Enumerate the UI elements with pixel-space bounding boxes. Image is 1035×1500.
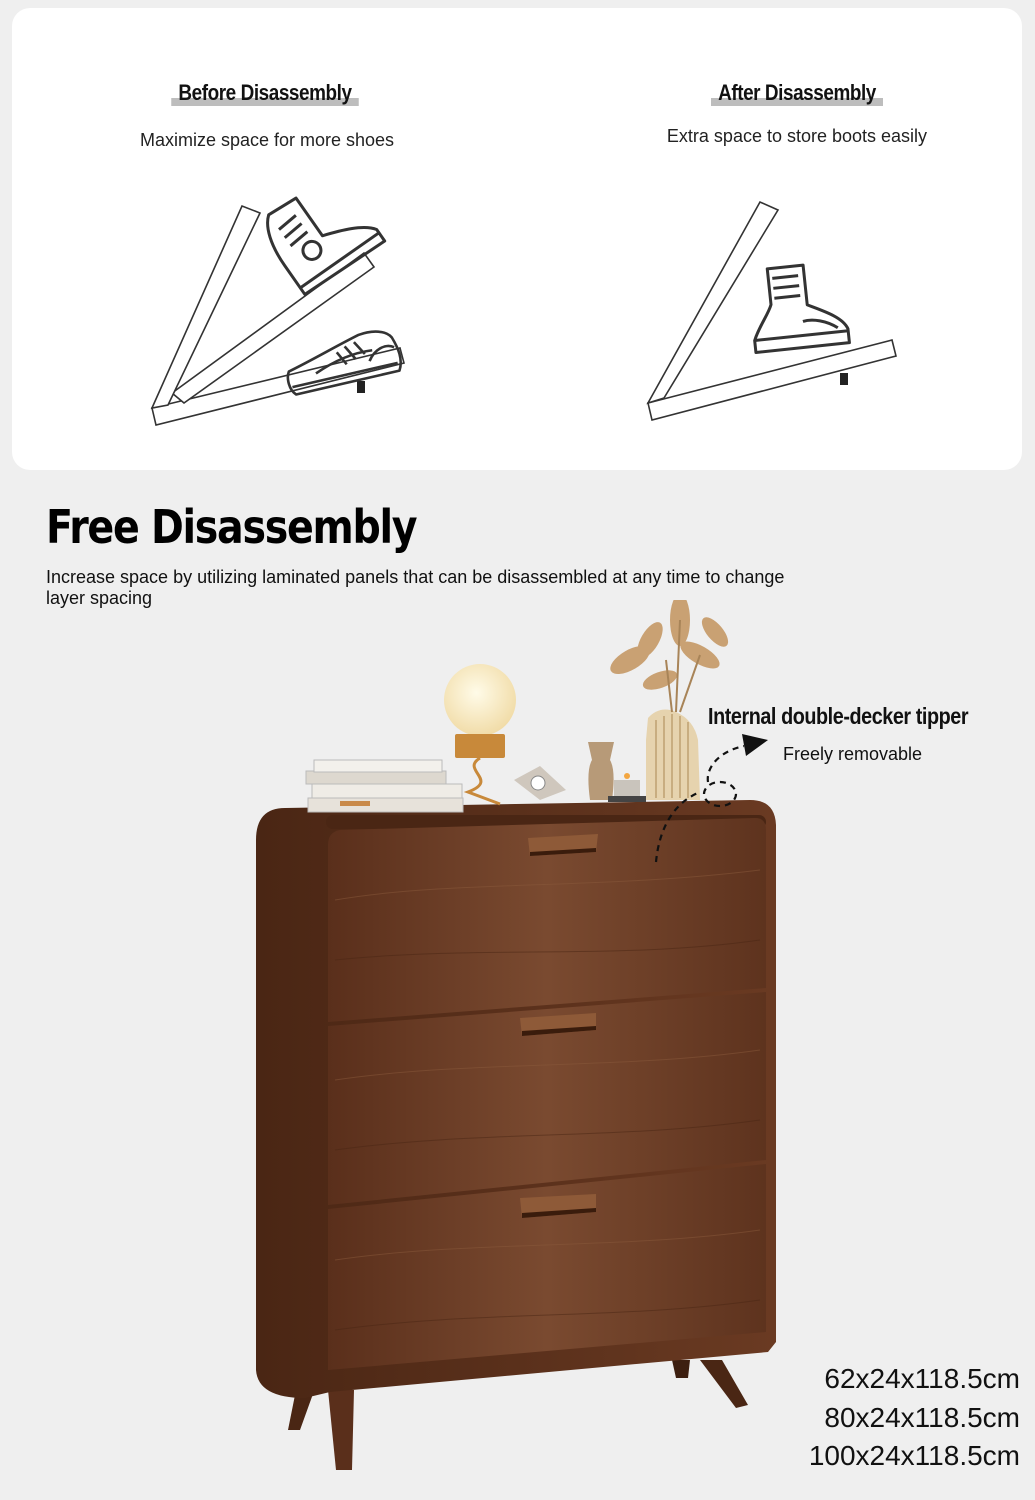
callout-title: Internal double-decker tipper — [708, 703, 969, 729]
before-heading: Before Disassembly — [158, 80, 373, 106]
after-diagram — [642, 198, 922, 438]
size-option: 80x24x118.5cm — [824, 1401, 1020, 1433]
decor-vase — [606, 600, 733, 800]
arrow-head-icon — [742, 734, 768, 756]
page-description: Increase space by utilizing laminated panels that can be disassembled at any time to change layer spacing — [46, 567, 785, 608]
high-top-sneaker-icon — [256, 193, 385, 296]
callout-subtitle: Freely removable — [783, 744, 923, 764]
before-diagram — [142, 193, 422, 433]
desk-clock — [514, 766, 566, 800]
before-subtitle: Maximize space for more shoes — [139, 130, 395, 150]
books — [306, 760, 463, 812]
size-options — [770, 1360, 1020, 1476]
comparison-panel — [12, 8, 1022, 470]
candle — [608, 773, 646, 802]
after-heading: After Disassembly — [690, 80, 905, 106]
page-title: Free Disassembly — [46, 500, 417, 554]
boot-icon — [747, 261, 849, 352]
after-subtitle: Extra space to store boots easily — [666, 126, 928, 146]
size-option: 62x24x118.5cm — [824, 1363, 1020, 1394]
size-option: 100x24x118.5cm — [808, 1440, 1020, 1471]
table-lamp — [444, 664, 516, 804]
small-vase — [588, 742, 614, 800]
